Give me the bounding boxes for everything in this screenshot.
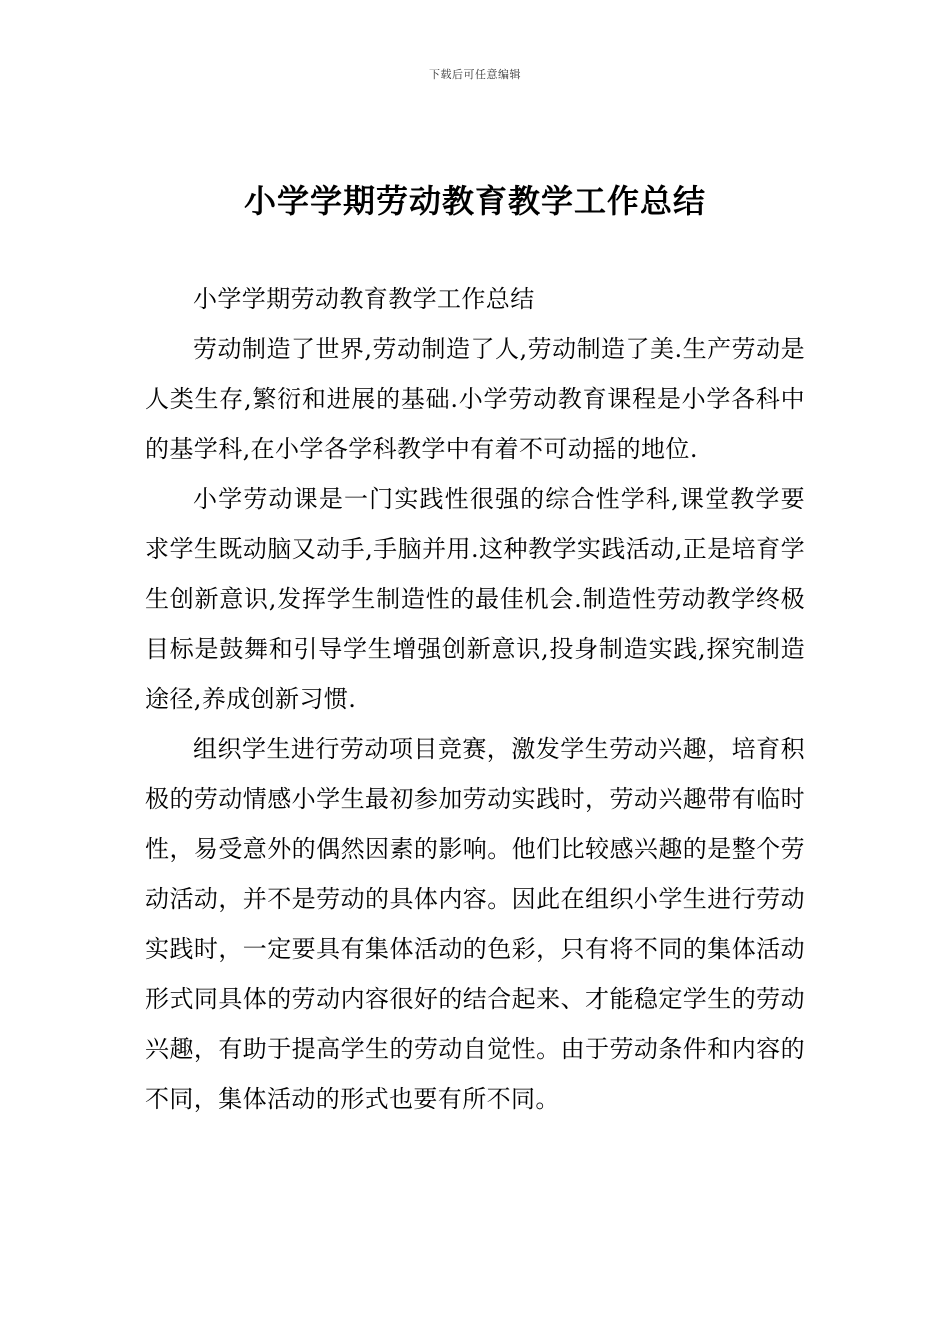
header-note: 下载后可任意编辑 (429, 68, 521, 81)
document-title: 小学学期劳动教育教学工作总结 (243, 182, 706, 220)
document-body (145, 274, 805, 1124)
body-paragraph: 组织学生进行劳动项目竞赛，激发学生劳动兴趣，培育积极的劳动情感小学生最初参加劳动实践时，劳动兴趣带有临时性，易受意外的偶然因素的影响。他们比较感兴趣的是整个劳动活动，并不是劳动的具体内容。因此在组织小学生进行劳动实践时，一定要具有集体活动的色彩，只有将不同的集体活动形式同具体的劳动内容很好的结合起来、才能稳定学生的劳动兴趣，有助于提高学生的劳动自觉性。由于劳动条件和内容的不同，集体活动的形式也要有所不同。 (145, 735, 805, 1113)
body-paragraph: 劳动制造了世界,劳动制造了人,劳动制造了美.生产劳动是人类生存,繁衍和进展的基础.小学劳动教育课程是小学各科中的基学科,在小学各学科教学中有着不可动摇的地位. (145, 335, 805, 463)
body-paragraph: 小学学期劳动教育教学工作总结 (193, 285, 535, 313)
body-paragraph: 小学劳动课是一门实践性很强的综合性学科,课堂教学要求学生既动脑又动手,手脑并用.这种教学实践活动,正是培育学生创新意识,发挥学生制造性的最佳机会.制造性劳动教学终极目标是鼓舞和引导学生增强创新意识,投身制造实践,探究制造途径,养成创新习惯. (145, 485, 805, 713)
